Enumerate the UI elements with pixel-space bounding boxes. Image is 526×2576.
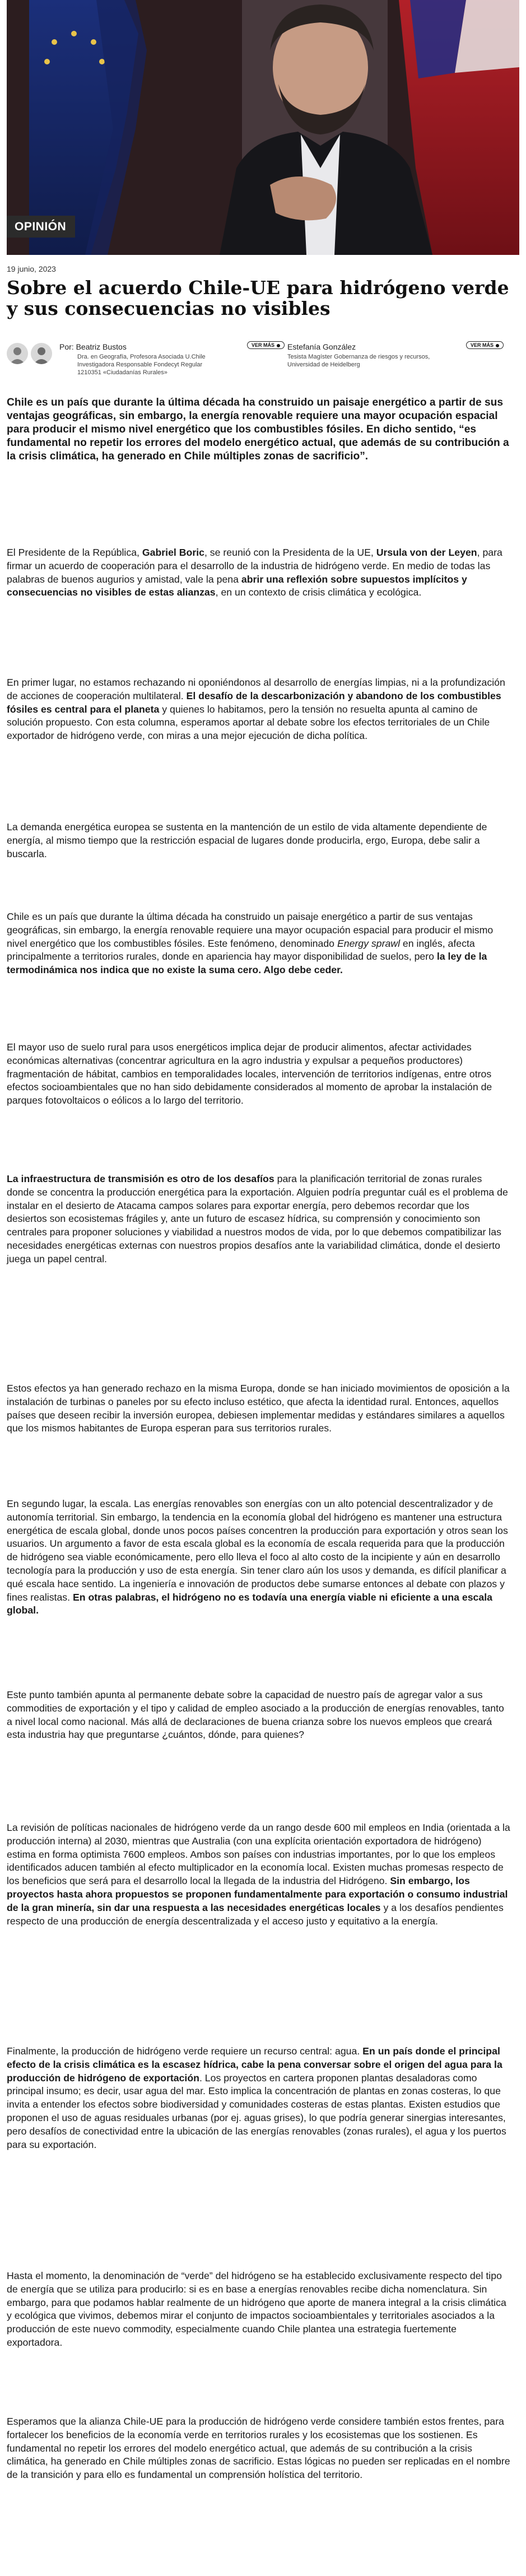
ver-mas-button[interactable] bbox=[247, 341, 285, 349]
author-name[interactable]: Por: Beatriz Bustos bbox=[59, 342, 127, 351]
avatar bbox=[31, 343, 52, 364]
article-paragraph: Este punto también apunta al permanente debate sobre la capacidad de nuestro país de agregar valor a sus commodities de exportación y el tipo y calidad de empleo asociado a la producción de energías renovables, tanto a nivel local como nacional. Más allá de declaraciones de buena crianza sobre los nuevos empleos que creará esta industria hay que preguntarse ¿cuántos, dónde, para quienes? bbox=[7, 1689, 504, 1741]
article-paragraph: En primer lugar, no estamos rechazando ni oponiéndonos al desarrollo de energías limpias, ni a la profundización de acciones de cooperación multilateral. El desafío de la descarbonización y abandono de los combustibles fósiles es central para el planeta y quienes lo habitamos, pero la tensión no resuelta apunta al camino de solución propuesto. Con esta columna, esperamos aportar al debate sobre los efectos territoriales de un Chile exportador de hidrógeno verde, con miras a una mejor ejecución de dicha política. bbox=[7, 677, 505, 742]
portrait-illustration bbox=[7, 0, 519, 255]
dot-icon bbox=[277, 344, 280, 347]
article-paragraph: La infraestructura de transmisión es otro de los desafíos para la planificación territorial de zonas rurales donde se concentra la producción energética para la exportación. Alguien podría preguntar cuál es el problema de instalar en el desierto de Atacama campos solares para exportar energía, pero debemos recordar que los desiertos son ecosistemas frágiles y, ante un futuro de escasez hídrica, su comprensión y conocimiento son centrales para proponer soluciones y viabilidad a nuestros modos de vida, por lo que debemos compatibilizar las necesidades energéticas externas con nuestros propios desafíos ante la variabilidad climática, donde el desierto juega un papel central. bbox=[7, 1173, 508, 1264]
author-name[interactable]: Estefanía González bbox=[287, 342, 356, 351]
article-title: Sobre el acuerdo Chile-UE para hidrógeno verde y sus consecuencias no visibles bbox=[7, 277, 509, 319]
article-paragraph: Chile es un país que durante la última década ha construido un paisaje energético a partir de sus ventajas geográficas, sin embargo, la energía renovable requiere una mayor ocupación espacial para producir el mismo nivel energético que los combustibles fósiles. Este fenómeno, denominado Energy sprawl en inglés, afecta principalmente a territorios rurales, donde en apariencia hay mayor disponibilidad de suelos, pero la ley de la termodinámica nos indica que no existe la suma cero. Algo debe ceder. bbox=[7, 911, 494, 976]
article-paragraph: La revisión de políticas nacionales de hidrógeno verde da un rango desde 600 mil empleos en India (orientada a la producción interna) al 2030, mientras que Australia (con una explícita orientación exportadora de hidrógeno) estima en forma optimista 7600 empleos. Ambos son países con industrias importantes, por lo que los empleos identificados aducen también al efecto multiplicador en la economía local. Existen muchas promesas respecto de los beneficios que será para el desarrollo local la llegada de la industria del Hidrógeno. Sin embargo, los proyectos hasta ahora propuestos se proponen fundamentalmente para exportación o consumo industrial de la gran minería, sin dar una respuesta a las necesidades energéticas locales y a los desafíos pendientes respecto de una producción de energía descentralizada y el acceso justo y equitativo a la energía. bbox=[7, 1822, 510, 1927]
article-paragraph: Esperamos que la alianza Chile-UE para la producción de hidrógeno verde considere también estos frentes, para fortalecer los beneficios de la economía verde en territorios rurales y los ecosistemas que los sostienen. Es fundamental no repetir los errores del modelo energético actual, que además de su contribución a la crisis climática, ha generado en Chile múltiples zonas de sacrificio. Estas lógicas no pueden ser replicadas en el nombre de la transición y para ello es fundamental un comprensión holística del territorio. bbox=[7, 2416, 510, 2481]
author-bio-line: 1210351 «Ciudadanías Rurales» bbox=[77, 369, 167, 376]
ver-mas-label: VER MÁS bbox=[252, 342, 275, 348]
author-bio-line: Investigadora Responsable Fondecyt Regular bbox=[77, 361, 203, 368]
ver-mas-label: VER MÁS bbox=[471, 342, 494, 348]
publish-date: 19 junio, 2023 bbox=[7, 264, 56, 273]
article-paragraph: El Presidente de la República, Gabriel Boric, se reunió con la Presidenta de la UE, Ursula von der Leyen, para firmar un acuerdo de cooperación para el desarrollo de la industria de hidrógeno verde. En medio de todas las palabras de buenos augurios y amistad, vale la pena abrir una reflexión sobre supuestos implícitos y consecuencias no visibles de estas alianzas, en un contexto de crisis climática y ecológica. bbox=[7, 547, 502, 598]
section-tag[interactable]: OPINIÓN bbox=[7, 216, 75, 238]
author-bio-line: Universidad de Heidelberg bbox=[287, 361, 360, 368]
hero-image bbox=[7, 0, 519, 255]
article-paragraph: Finalmente, la producción de hidrógeno verde requiere un recurso central: agua. En un país donde el principal efecto de la crisis climática es la escasez hídrica, cabe la pena conversar sobre el origen del agua para la producción de hidrógeno de exportación. Los proyectos en cartera proponen plantas desaladoras como principal insumo; es decir, usar agua del mar. Esto implica la concentración de plantas en zonas costeras, lo que invita a entender los efectos sobre biodiversidad y comunidades costeras de estas plantas. Existen estudios que proponen el uso de aguas residuales urbanas (por ej. aguas grises), lo que podría generar sinergias interesantes, pero desafíos de conectividad entre la ubicación de las energías renovables (zonas rurales), el agua y los puertos para su exportación. bbox=[7, 2045, 506, 2150]
article-paragraph: El mayor uso de suelo rural para usos energéticos implica dejar de producir alimentos, afectar actividades económicas alternativas (concentrar agricultura en la agro industria y expulsar a pequeños productores) fragmentación de hábitat, cambios en temporalidades locales, intervención de territorios indígenas, entre otros efectos socioambientales que no han sido debidamente considerados al momento de aprobar la instalación de parques fotovoltaicos o eólicos a lo largo del territorio. bbox=[7, 1041, 492, 1106]
article-paragraph: Hasta el momento, la denominación de “verde” del hidrógeno se ha establecido exclusivamente respecto del tipo de energía que se utiliza para producirlo: si es en base a energías renovables recibe dicha nomenclatura. Sin embargo, para que podamos hablar realmente de un hidrógeno que aporte de manera integral a la crisis climática y ecológica que vivimos, debemos mirar el conjunto de impactos socioambientales y territoriales asociados a la producción de este nuevo commodity, especialmente cuando Chile plantea una estrategia fuertemente exportadora. bbox=[7, 2270, 506, 2348]
author-bio-line: Tesista Magíster Gobernanza de riesgos y recursos, bbox=[287, 354, 430, 360]
article-paragraph: En segundo lugar, la escala. Las energías renovables son energías con un alto potencial descentralizador y de autonomía territorial. Sin embargo, la tendencia en la economía global del hidrógeno es mantener una estructura energética de escala global, donde unos pocos países concentren la producción para exportación y otros sean los usuarios. Un argumento a favor de esta escala global es la economía de escala requerida para que la producción de hidrógeno sea viable económicamente, pero ello lleva el foco al alto costo de la incipiente y aún en desarrollo tecnología para la producción y uso de esta energía. Sin tener claro aún los usos y demanda, es difícil planificar a qué escala hace sentido. La ingeniería e innovación de productos debe sumarse entonces al debate con plazos y fines realistas. En otras palabras, el hidrógeno no es todavía una energía viable ni eficiente a una escala global. bbox=[7, 1498, 508, 1616]
article-paragraph: Estos efectos ya han generado rechazo en la misma Europa, donde se han iniciado movimientos de oposición a la instalación de turbinas o paneles por su efecto incluso estético, que afecta la identidad rural. Entonces, aquellos países que deseen recibir la inversión europea, debiesen implementar medidas y estándares similares a aquellos que los mismos habitantes de Europa esperan para sus territorios rurales. bbox=[7, 1383, 510, 1434]
avatar bbox=[7, 343, 28, 364]
article-lead: Chile es un país que durante la última década ha construido un paisaje energético a partir de sus ventajas geográficas, sin embargo, la energía renovable requiere una mayor ocupación espacial para producir el mismo nivel energético que los combustibles fósiles. En dicho sentido, “es fundamental no repetir los errores del modelo energético actual, que además de su contribución a la crisis climática, ha generado en Chile múltiples zonas de sacrificio”. bbox=[7, 397, 509, 462]
article-paragraph: La demanda energética europea se sustenta en la mantención de un estilo de vida altamente dependiente de energía, al mismo tiempo que la restricción espacial de lugares donde producirla, ergo, Europa, debe salir a buscarla. bbox=[7, 821, 487, 859]
dot-icon bbox=[496, 344, 499, 347]
author-bio-line: Dra. en Geografía, Profesora Asociada U.Chile bbox=[77, 354, 206, 360]
ver-mas-button[interactable] bbox=[466, 341, 504, 349]
